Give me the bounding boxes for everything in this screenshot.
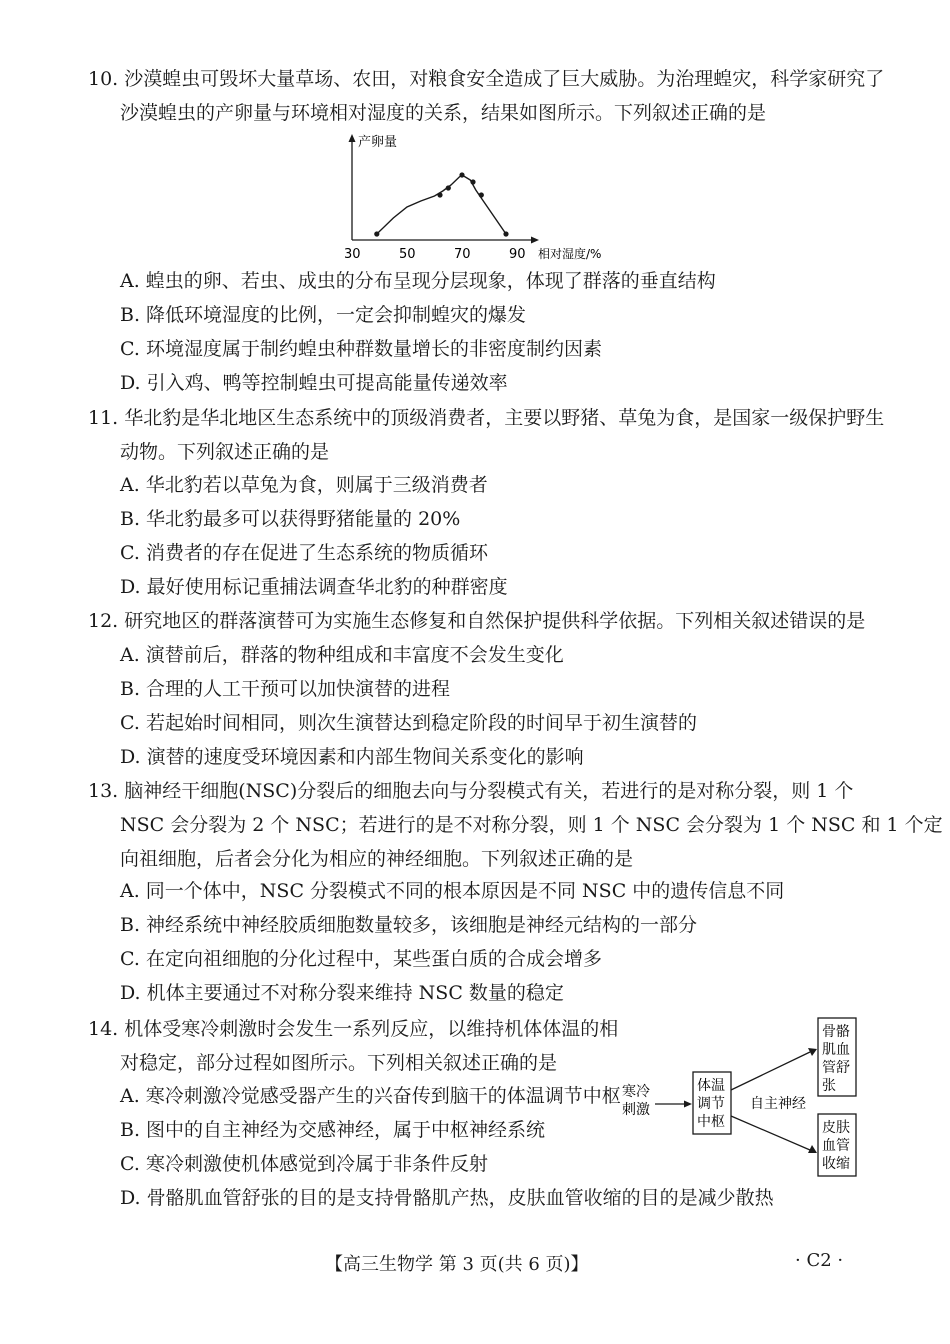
page-number-label: 【高三生物学 第 3 页(共 6 页)】 (325, 1254, 589, 1275)
data-point-4 (470, 179, 475, 184)
data-point-3 (459, 172, 464, 177)
x-axis-label: 相对湿度/% (538, 247, 602, 261)
y-axis-label: 产卵量 (358, 135, 398, 150)
q10-stem-line-1: 10. 沙漠蝗虫可毁坏大量草场、农田，对粮食安全造成了巨大威胁。为治理蝗灾，科学家研究了 (88, 68, 885, 90)
q11-stem-line-2: 动物。下列叙述正确的是 (120, 441, 330, 463)
stimulus-line-1: 寒冷 (622, 1084, 650, 1100)
muscle-line-4: 张 (822, 1078, 836, 1094)
center-line-2: 调节 (697, 1096, 725, 1112)
skin-line-2: 血管 (822, 1138, 850, 1154)
q12-option-d: D. 演替的速度受环境因素和内部生物间关系变化的影响 (120, 746, 584, 768)
q10-option-d: D. 引入鸡、鸭等控制蝗虫可提高能量传递效率 (120, 372, 508, 394)
center-line-1: 体温 (697, 1078, 725, 1094)
chart-axes (349, 134, 540, 244)
muscle-line-3: 管舒 (822, 1060, 850, 1076)
x-tick-90: 90 (509, 247, 526, 262)
skin-line-3: 收缩 (822, 1156, 850, 1172)
q12-option-c: C. 若起始时间相同，则次生演替达到稳定阶段的时间早于初生演替的 (120, 712, 697, 734)
q12-option-a: A. 演替前后，群落的物种组成和丰富度不会发生变化 (120, 644, 564, 666)
thermoregulation-diagram (600, 1012, 870, 1182)
q11-option-b: B. 华北豹最多可以获得野猪能量的 20% (120, 508, 461, 530)
autonomic-nerve-label: 自主神经 (750, 1096, 806, 1112)
q14-option-c: C. 寒冷刺激使机体感觉到冷属于非条件反射 (120, 1153, 488, 1175)
data-point-1 (437, 192, 442, 197)
q13-stem-line-1: 13. 脑神经干细胞(NSC)分裂后的细胞去向与分裂模式有关，若进行的是对称分裂，则 1 个 (88, 780, 854, 802)
q14-option-a: A. 寒冷刺激冷觉感受器产生的兴奋传到脑干的体温调节中枢 (120, 1085, 621, 1107)
q13-stem-line-3: 向祖细胞，后者会分化为相应的神经细胞。下列叙述正确的是 (120, 848, 634, 870)
q13-option-b: B. 神经系统中神经胶质细胞数量较多，该细胞是神经元结构的一部分 (120, 914, 698, 936)
question-14-stem (88, 1012, 628, 1080)
arrow-to-muscle (731, 1052, 810, 1090)
muscle-line-1: 骨骼 (822, 1024, 850, 1040)
q10-option-a: A. 蝗虫的卵、若虫、成虫的分布呈现分层现象，体现了群落的垂直结构 (120, 270, 716, 292)
arrowhead-skin (808, 1145, 817, 1153)
paper-code: · C2 · (795, 1250, 844, 1271)
q10-option-c: C. 环境湿度属于制约蝗虫种群数量增长的非密度制约因素 (120, 338, 602, 360)
q14-stem-line-1: 14. 机体受寒冷刺激时会发生一系列反应，以维持机体体温的相 (88, 1018, 619, 1040)
question-13-stem (88, 774, 943, 876)
q13-stem-line-2: NSC 会分裂为 2 个 NSC；若进行的是不对称分裂，则 1 个 NSC 会分裂为 1 个 NSC 和 1 个定 (120, 814, 943, 836)
humidity-egg-chart (330, 128, 650, 268)
data-point-6 (503, 231, 508, 236)
stimulus-arrowhead (684, 1101, 692, 1108)
muscle-line-2: 肌血 (822, 1042, 850, 1058)
arrow-to-skin (731, 1116, 810, 1150)
data-points (374, 172, 508, 236)
q12-stem-line-1: 12. 研究地区的群落演替可为实施生态修复和自然保护提供科学依据。下列相关叙述错误的是 (88, 610, 866, 632)
egg-count-curve (377, 175, 506, 234)
x-tick-70: 70 (454, 247, 471, 262)
q10-option-b: B. 降低环境湿度的比例，一定会抑制蝗灾的爆发 (120, 304, 527, 326)
cold-stimulus-label (622, 1084, 650, 1118)
data-point-0 (374, 231, 379, 236)
question-11-stem (88, 401, 885, 469)
q10-stem-line-2: 沙漠蝗虫的产卵量与环境相对湿度的关系，结果如图所示。下列叙述正确的是 (120, 102, 767, 124)
data-point-2 (446, 185, 451, 190)
q13-option-a: A. 同一个体中，NSC 分裂模式不同的根本原因是不同 NSC 中的遗传信息不同 (120, 880, 785, 902)
x-tick-50: 50 (399, 247, 416, 262)
stimulus-line-2: 刺激 (622, 1102, 650, 1118)
q13-option-d: D. 机体主要通过不对称分裂来维持 NSC 数量的稳定 (120, 982, 564, 1004)
q11-option-c: C. 消费者的存在促进了生态系统的物质循环 (120, 542, 488, 564)
center-line-3: 中枢 (697, 1114, 725, 1130)
x-tick-30: 30 (344, 247, 361, 262)
q14-option-d: D. 骨骼肌血管舒张的目的是支持骨骼肌产热，皮肤血管收缩的目的是减少散热 (120, 1187, 774, 1209)
q11-option-a: A. 华北豹若以草兔为食，则属于三级消费者 (120, 474, 488, 496)
x-tick-labels (344, 247, 526, 262)
q13-option-c: C. 在定向祖细胞的分化过程中，某些蛋白质的合成会增多 (120, 948, 602, 970)
q11-option-d: D. 最好使用标记重捕法调查华北豹的种群密度 (120, 576, 508, 598)
data-point-5 (479, 192, 484, 197)
y-axis-arrow (349, 134, 356, 142)
question-12-stem (88, 604, 868, 638)
skin-line-1: 皮肤 (822, 1120, 850, 1136)
q14-option-b: B. 图中的自主神经为交感神经，属于中枢神经系统 (120, 1119, 546, 1141)
q11-stem-line-1: 11. 华北豹是华北地区生态系统中的顶级消费者，主要以野猪、草兔为食，是国家一级保护野生 (88, 407, 885, 429)
question-10-stem (88, 62, 885, 130)
q14-stem-line-2: 对稳定，部分过程如图所示。下列相关叙述正确的是 (120, 1052, 558, 1074)
x-axis-arrow (531, 237, 539, 244)
q12-option-b: B. 合理的人工干预可以加快演替的进程 (120, 678, 451, 700)
